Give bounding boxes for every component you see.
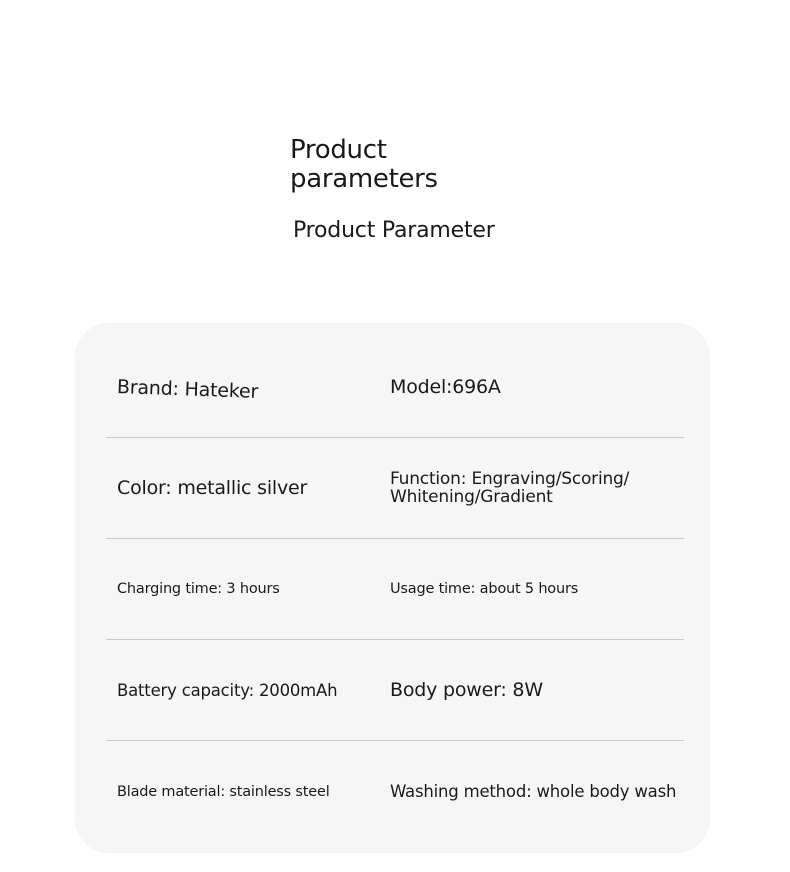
parameter-row bbox=[106, 438, 684, 539]
color-value: Color: metallic silver bbox=[117, 477, 308, 499]
parameter-row bbox=[106, 337, 684, 438]
blade-material-value: Blade material: stainless steel bbox=[117, 783, 330, 800]
page-subtitle: Product Parameter bbox=[293, 218, 495, 243]
usage-time-value: Usage time: about 5 hours bbox=[390, 581, 579, 597]
washing-method-value: Washing method: whole body wash bbox=[390, 782, 677, 801]
parameter-row bbox=[106, 640, 684, 741]
brand-value: Brand: Hateker bbox=[116, 376, 259, 403]
page-title: Product parameters bbox=[290, 135, 438, 194]
body-power-value: Body power: 8W bbox=[390, 679, 543, 701]
charging-time-value: Charging time: 3 hours bbox=[117, 581, 280, 597]
battery-capacity-value: Battery capacity: 2000mAh bbox=[117, 680, 338, 700]
parameters-card bbox=[75, 323, 710, 853]
model-value: Model:696A bbox=[390, 376, 501, 398]
parameter-row bbox=[106, 539, 684, 640]
function-value: Function: Engraving/Scoring/ Whitening/Gradient bbox=[390, 469, 630, 507]
parameter-row bbox=[106, 741, 684, 842]
